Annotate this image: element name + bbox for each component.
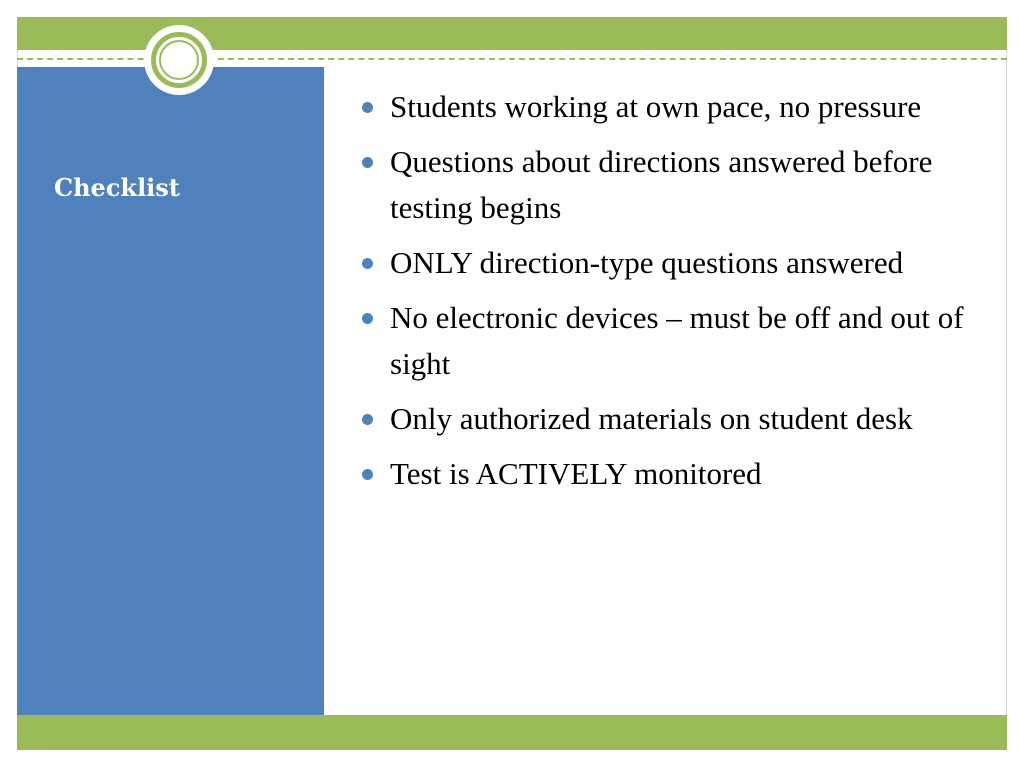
concentric-circle-icon [144, 25, 214, 95]
title-panel [17, 67, 324, 715]
round-bullet-icon [362, 102, 373, 113]
round-bullet-icon [362, 469, 373, 480]
bullet-item [360, 295, 975, 387]
round-bullet-icon [362, 258, 373, 269]
bullet-item [360, 451, 975, 497]
bullet-text: ONLY direction-type questions answered [390, 245, 904, 280]
bullet-list [360, 84, 975, 497]
bullet-text: Only authorized materials on student desk [390, 401, 913, 436]
bullet-item [360, 396, 975, 442]
bullet-text: Questions about directions answered before testing begins [390, 144, 933, 225]
round-bullet-icon [362, 313, 373, 324]
round-bullet-icon [362, 414, 373, 425]
bullet-item [360, 139, 975, 231]
bullet-text: Students working at own pace, no pressure [390, 89, 922, 124]
bullet-item [360, 240, 975, 286]
circle-ring-inner [159, 40, 199, 80]
bullet-item [360, 84, 975, 130]
bullet-list-container [360, 84, 975, 506]
bottom-accent-bar [17, 715, 1007, 750]
bullet-text: Test is ACTIVELY monitored [390, 456, 762, 491]
bullet-text: No electronic devices – must be off and out of sight [390, 300, 964, 381]
slide-title: Checklist [54, 173, 180, 202]
round-bullet-icon [362, 157, 373, 168]
